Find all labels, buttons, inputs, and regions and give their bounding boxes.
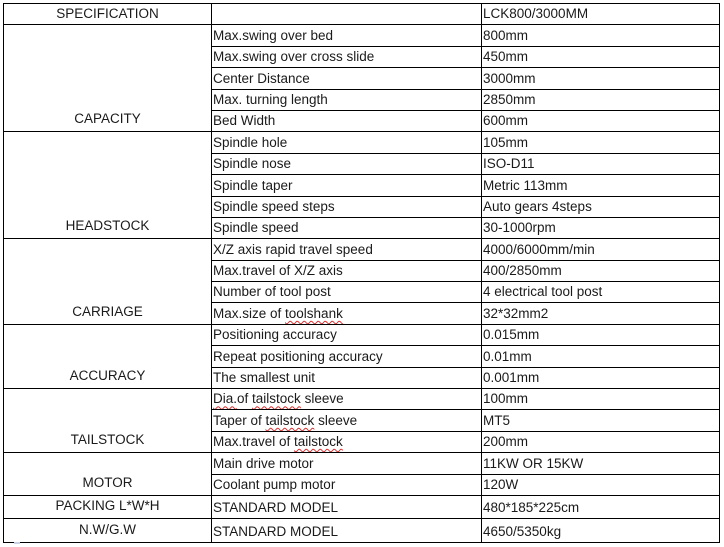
spec-value-cell: ISO-D11 (482, 153, 720, 174)
spec-item-cell: Center Distance (212, 68, 482, 89)
category-cell: CARRIAGE (4, 239, 212, 325)
spec-value-cell: 400/2850mm (482, 260, 720, 281)
category-cell: PACKING L*W*H (4, 495, 212, 518)
spec-value-cell: 120W (482, 474, 720, 495)
table-row (4, 519, 720, 542)
spec-value-cell: 4 electrical tool post (482, 282, 720, 303)
spec-value-cell: 32*32mm2 (482, 303, 720, 324)
spec-item-cell: Taper of tailstock sleeve (212, 410, 482, 431)
spec-value-cell: 4650/5350kg (482, 519, 720, 542)
spec-item-cell: Bed Width (212, 110, 482, 131)
category-cell: CAPACITY (4, 25, 212, 132)
spec-value-cell: 0.01mm (482, 346, 720, 367)
spec-item-cell: Max.swing over bed (212, 25, 482, 46)
spec-value-cell: 30-1000rpm (482, 217, 720, 238)
header-value-cell: LCK800/3000MM (482, 4, 720, 25)
spec-value-cell: 200mm (482, 431, 720, 452)
spec-value-cell: 800mm (482, 25, 720, 46)
spec-value-cell: Metric 113mm (482, 175, 720, 196)
spec-item-cell: Repeat positioning accuracy (212, 346, 482, 367)
spec-value-cell: 450mm (482, 46, 720, 67)
category-cell: N.W/G.W (4, 519, 212, 542)
category-cell: ACCURACY (4, 324, 212, 388)
table-row (4, 495, 720, 518)
category-cell: MOTOR (4, 453, 212, 496)
category-cell: HEADSTOCK (4, 132, 212, 239)
table-row (4, 324, 720, 345)
category-cell: TAILSTOCK (4, 389, 212, 453)
spec-item-cell: Spindle nose (212, 153, 482, 174)
spec-value-cell: 100mm (482, 389, 720, 410)
spec-value-cell: 0.015mm (482, 324, 720, 345)
spec-item-cell: Number of tool post (212, 282, 482, 303)
table-row (4, 453, 720, 474)
spec-item-cell: Max. turning length (212, 89, 482, 110)
specification-table-body (4, 4, 720, 543)
spec-item-cell: Dia.of tailstock sleeve (212, 389, 482, 410)
table-row (4, 132, 720, 153)
spec-item-cell: Spindle taper (212, 175, 482, 196)
spec-value-cell: 11KW OR 15KW (482, 453, 720, 474)
spec-item-cell: Main drive motor (212, 453, 482, 474)
spec-item-cell: Spindle speed steps (212, 196, 482, 217)
spec-item-cell: Spindle hole (212, 132, 482, 153)
spec-value-cell: Auto gears 4steps (482, 196, 720, 217)
spec-value-cell: 105mm (482, 132, 720, 153)
spec-item-cell: Max.travel of X/Z axis (212, 260, 482, 281)
spec-item-cell: Max.travel of tailstock (212, 431, 482, 452)
corner-mark-icon (14, 541, 20, 545)
table-header-row (4, 4, 720, 25)
spec-value-cell: 2850mm (482, 89, 720, 110)
spellcheck-word: tailstock (252, 391, 301, 407)
spec-value-cell: 600mm (482, 110, 720, 131)
spellcheck-word: toolshank (285, 305, 343, 321)
table-row (4, 389, 720, 410)
spec-item-cell: Coolant pump motor (212, 474, 482, 495)
spec-item-cell: STANDARD MODEL (212, 519, 482, 542)
spec-value-cell: MT5 (482, 410, 720, 431)
header-item-cell (212, 4, 482, 25)
spec-value-cell: 3000mm (482, 68, 720, 89)
spec-item-cell: X/Z axis rapid travel speed (212, 239, 482, 260)
header-category-cell: SPECIFICATION (4, 4, 212, 25)
spec-item-cell: Max.size of toolshank (212, 303, 482, 324)
spellcheck-word: tailstock (265, 412, 315, 428)
table-row (4, 239, 720, 260)
spec-value-cell: 4000/6000mm/min (482, 239, 720, 260)
spec-item-cell: The smallest unit (212, 367, 482, 388)
spellcheck-word: tailstock (294, 434, 343, 450)
spec-item-cell: Max.swing over cross slide (212, 46, 482, 67)
spec-value-cell: 0.001mm (482, 367, 720, 388)
spec-item-cell: Spindle speed (212, 217, 482, 238)
spec-value-cell: 480*185*225cm (482, 495, 720, 518)
spec-item-cell: Positioning accuracy (212, 324, 482, 345)
spec-item-cell: STANDARD MODEL (212, 495, 482, 518)
table-row (4, 25, 720, 46)
specification-table (3, 3, 720, 543)
spellcheck-word: Dia. (213, 391, 238, 407)
